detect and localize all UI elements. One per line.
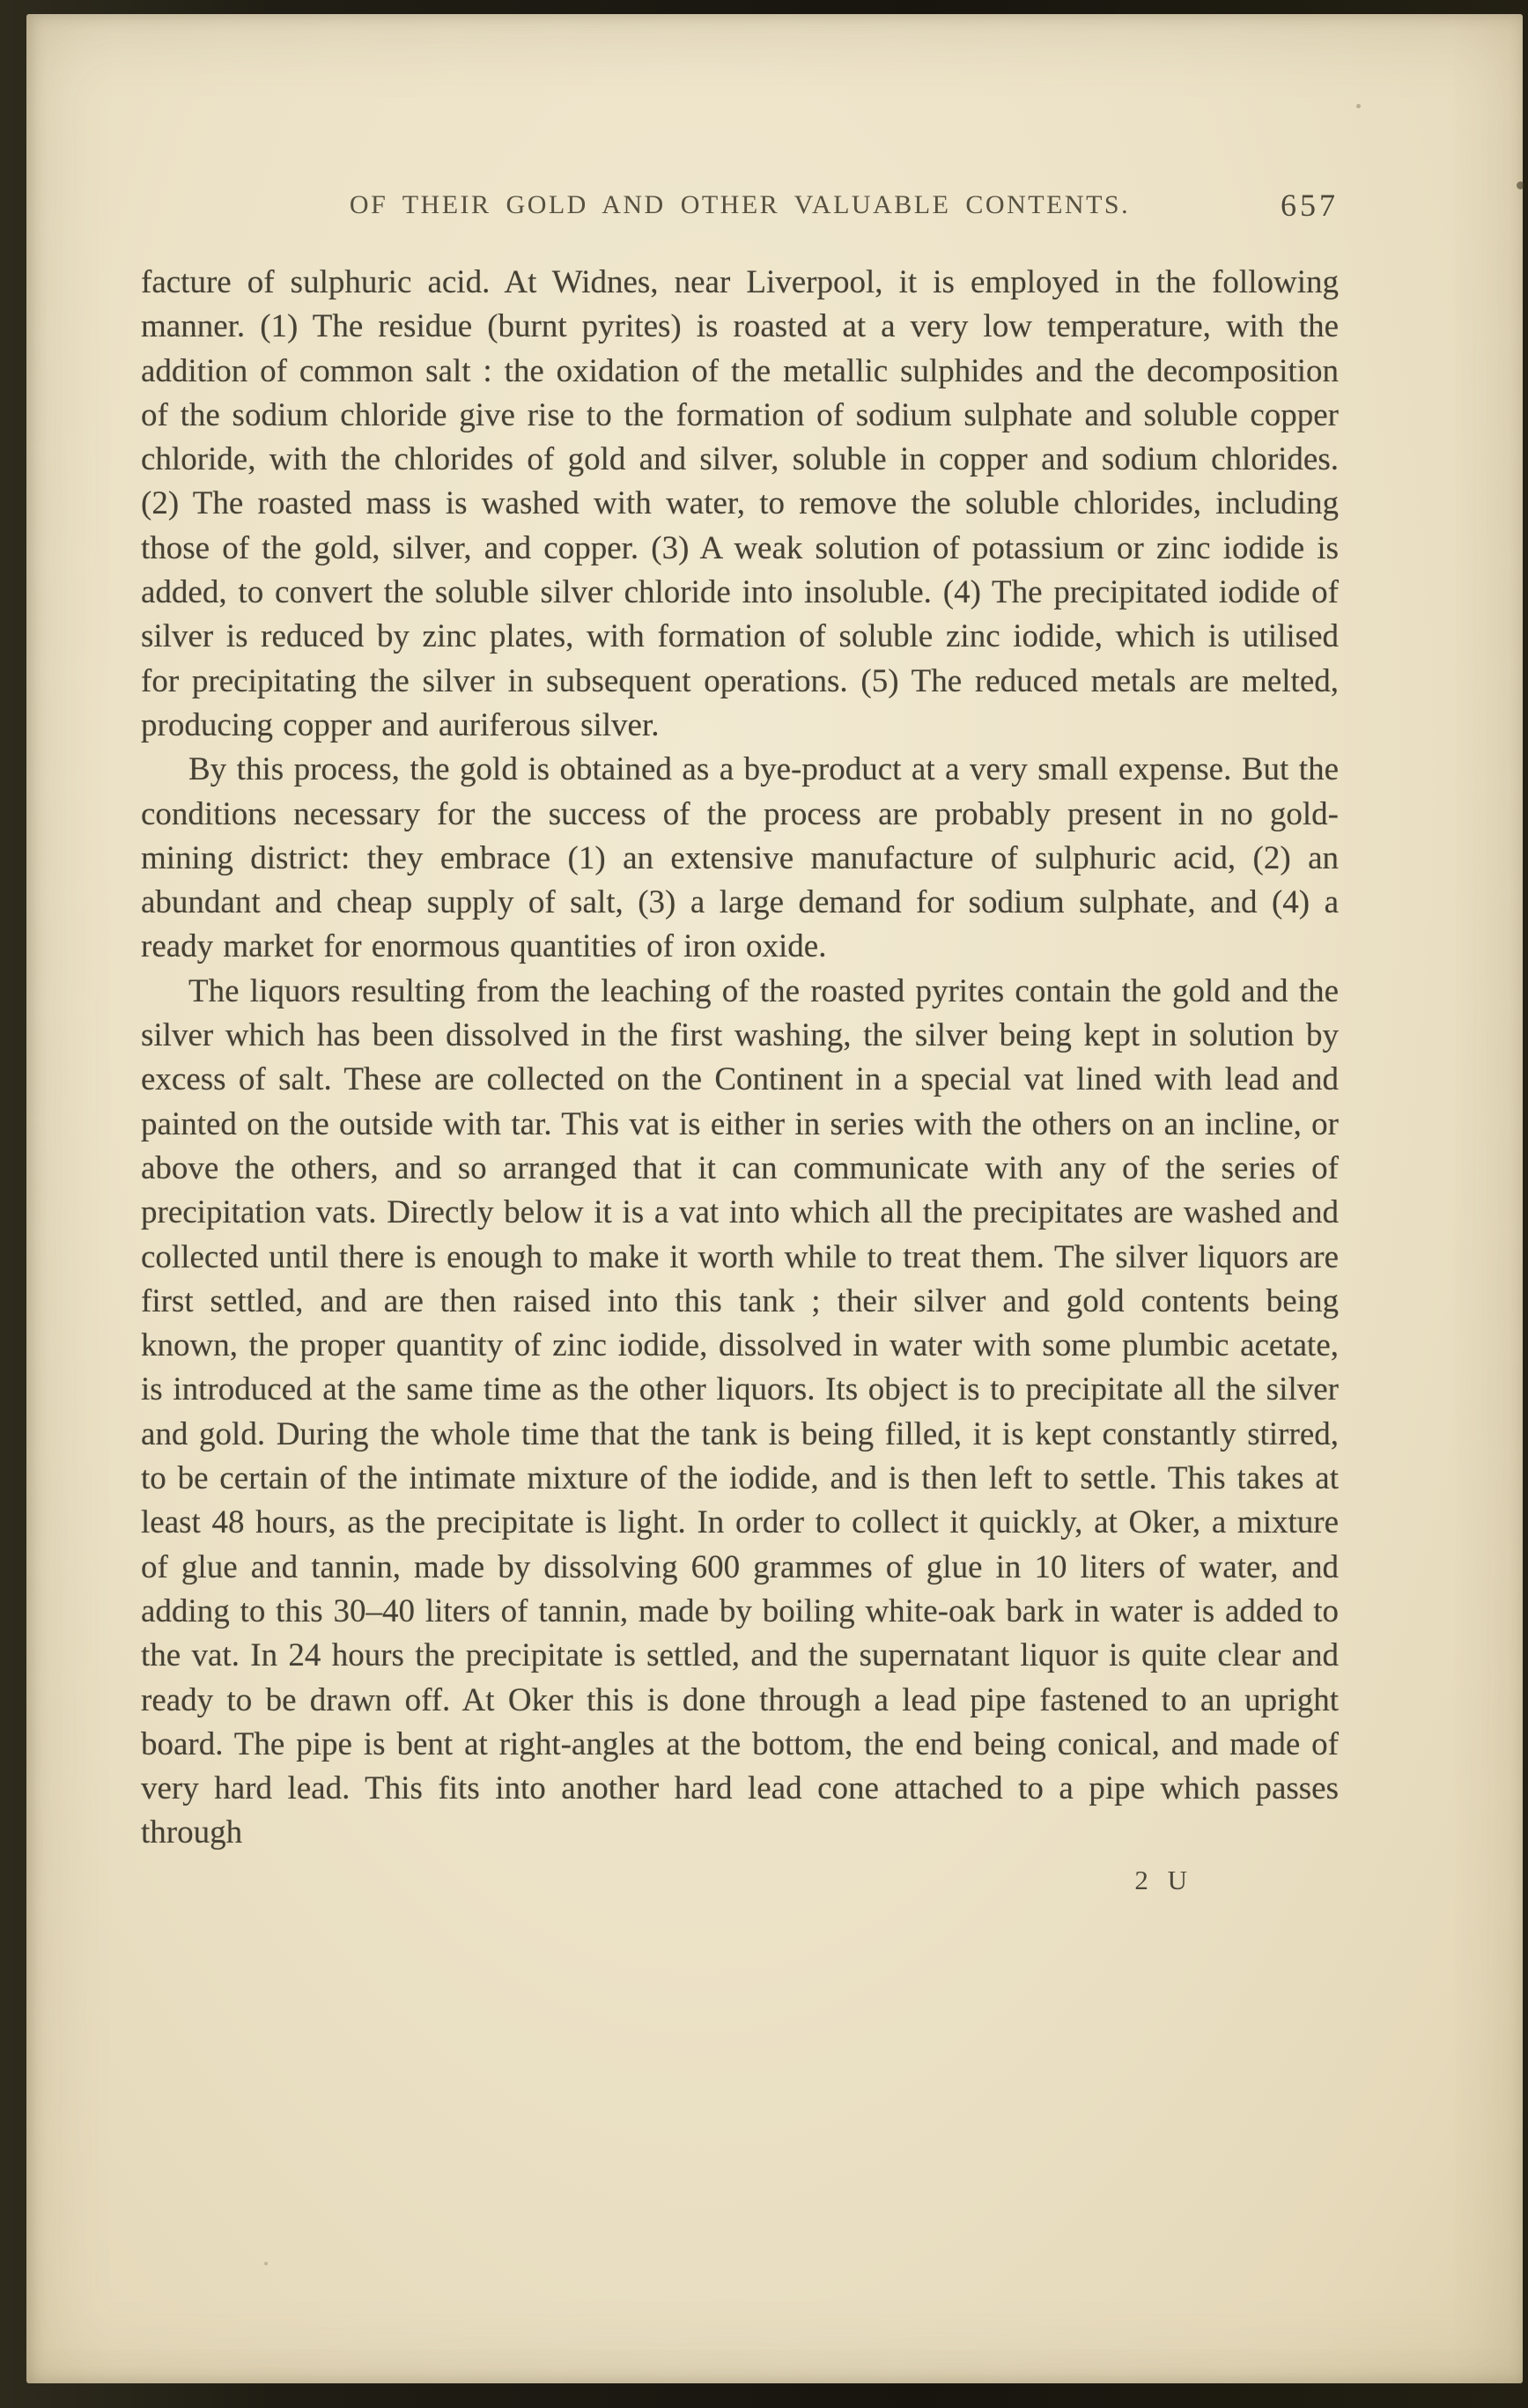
page-number: 657 [1281, 188, 1339, 223]
scan-speck [264, 2262, 268, 2265]
paragraph: By this process, the gold is obtained as a bye-product at a very small expense. But the conditions necessary for the success of the process are probably present in no gold-mining district: they embrace (1) an extensive manufacture of sulphuric acid, (2) an abundant and cheap supply of salt, (3) a large demand for sodium sulphate, and (4) a ready market for enormous quantities of iron oxide. [141, 751, 1339, 965]
paragraph: The liquors resulting from the leaching of the roasted pyrites contain the gold and the silver which has been dissolved in the first washing, the silver being kept in solution by excess of salt. These are collected on the Continent in a special vat lined with lead and painted on the outside with tar. This vat is either in series with the others on an incline, or above the others, and so arranged that it can communicate with any of the series of precipitation vats. Directly below it is a vat into which all the precipitates are washed and collected until there is enough to make it worth while to treat them. The silver liquors are first settled, and are then raised into this tank ; their silver and gold contents being known, the proper quantity of zinc iodide, dissolved in water with some plumbic acetate, is introduced at the same time as the other liquors. Its object is to precipitate all the silver and gold. During the whole time that the tank is being filled, it is kept constantly stirred, to be certain of the intimate mixture of the iodide, and is then left to settle. This takes at least 48 hours, as the precipitate is light. In order to collect it quickly, at Oker, a mixture of glue and tannin, made by dissolving 600 grammes of glue in 10 liters of water, and adding to this 30–40 liters of tannin, made by boiling white-oak bark in water is added to the vat. In 24 hours the precipitate is settled, and the supernatant liquor is quite clear and ready to be drawn off. At Oker this is done through a lead pipe fastened to an upright board. The pipe is bent at right-angles at the bottom, the end being conical, and made of very hard lead. This fits into another hard lead cone attached to a pipe which passes through [141, 972, 1339, 1851]
page-header [141, 188, 1339, 223]
paragraph: facture of sulphuric acid. At Widnes, near Liverpool, it is employed in the following manner. (1) The residue (burnt pyrites) is roasted at a very low temperature, with the addition of common salt : the oxidation of the metallic sulphides and the decomposition of the sodium chloride give rise to the formation of sodium sulphate and soluble copper chloride, with the chlorides of gold and silver, soluble in copper and sodium chlorides. (2) The roasted mass is washed with water, to remove the soluble chlorides, including those of the gold, silver, and copper. (3) A weak solution of potassium or zinc iodide is added, to convert the soluble silver chloride into insoluble. (4) The precipitated iodide of silver is reduced by zinc plates, with formation of soluble zinc iodide, which is utilised for precipitating the silver in subsequent operations. (5) The reduced metals are melted, producing copper and auriferous silver. [141, 264, 1339, 743]
book-page [26, 14, 1523, 2383]
scan-speck [1356, 104, 1361, 108]
running-title: OF THEIR GOLD AND OTHER VALUABLE CONTENTS. [349, 190, 1131, 219]
page-content [26, 14, 1523, 1896]
page-body [141, 261, 1339, 1856]
signature-mark: 2 U [1134, 1864, 1193, 1895]
scan-speck [1517, 181, 1524, 189]
